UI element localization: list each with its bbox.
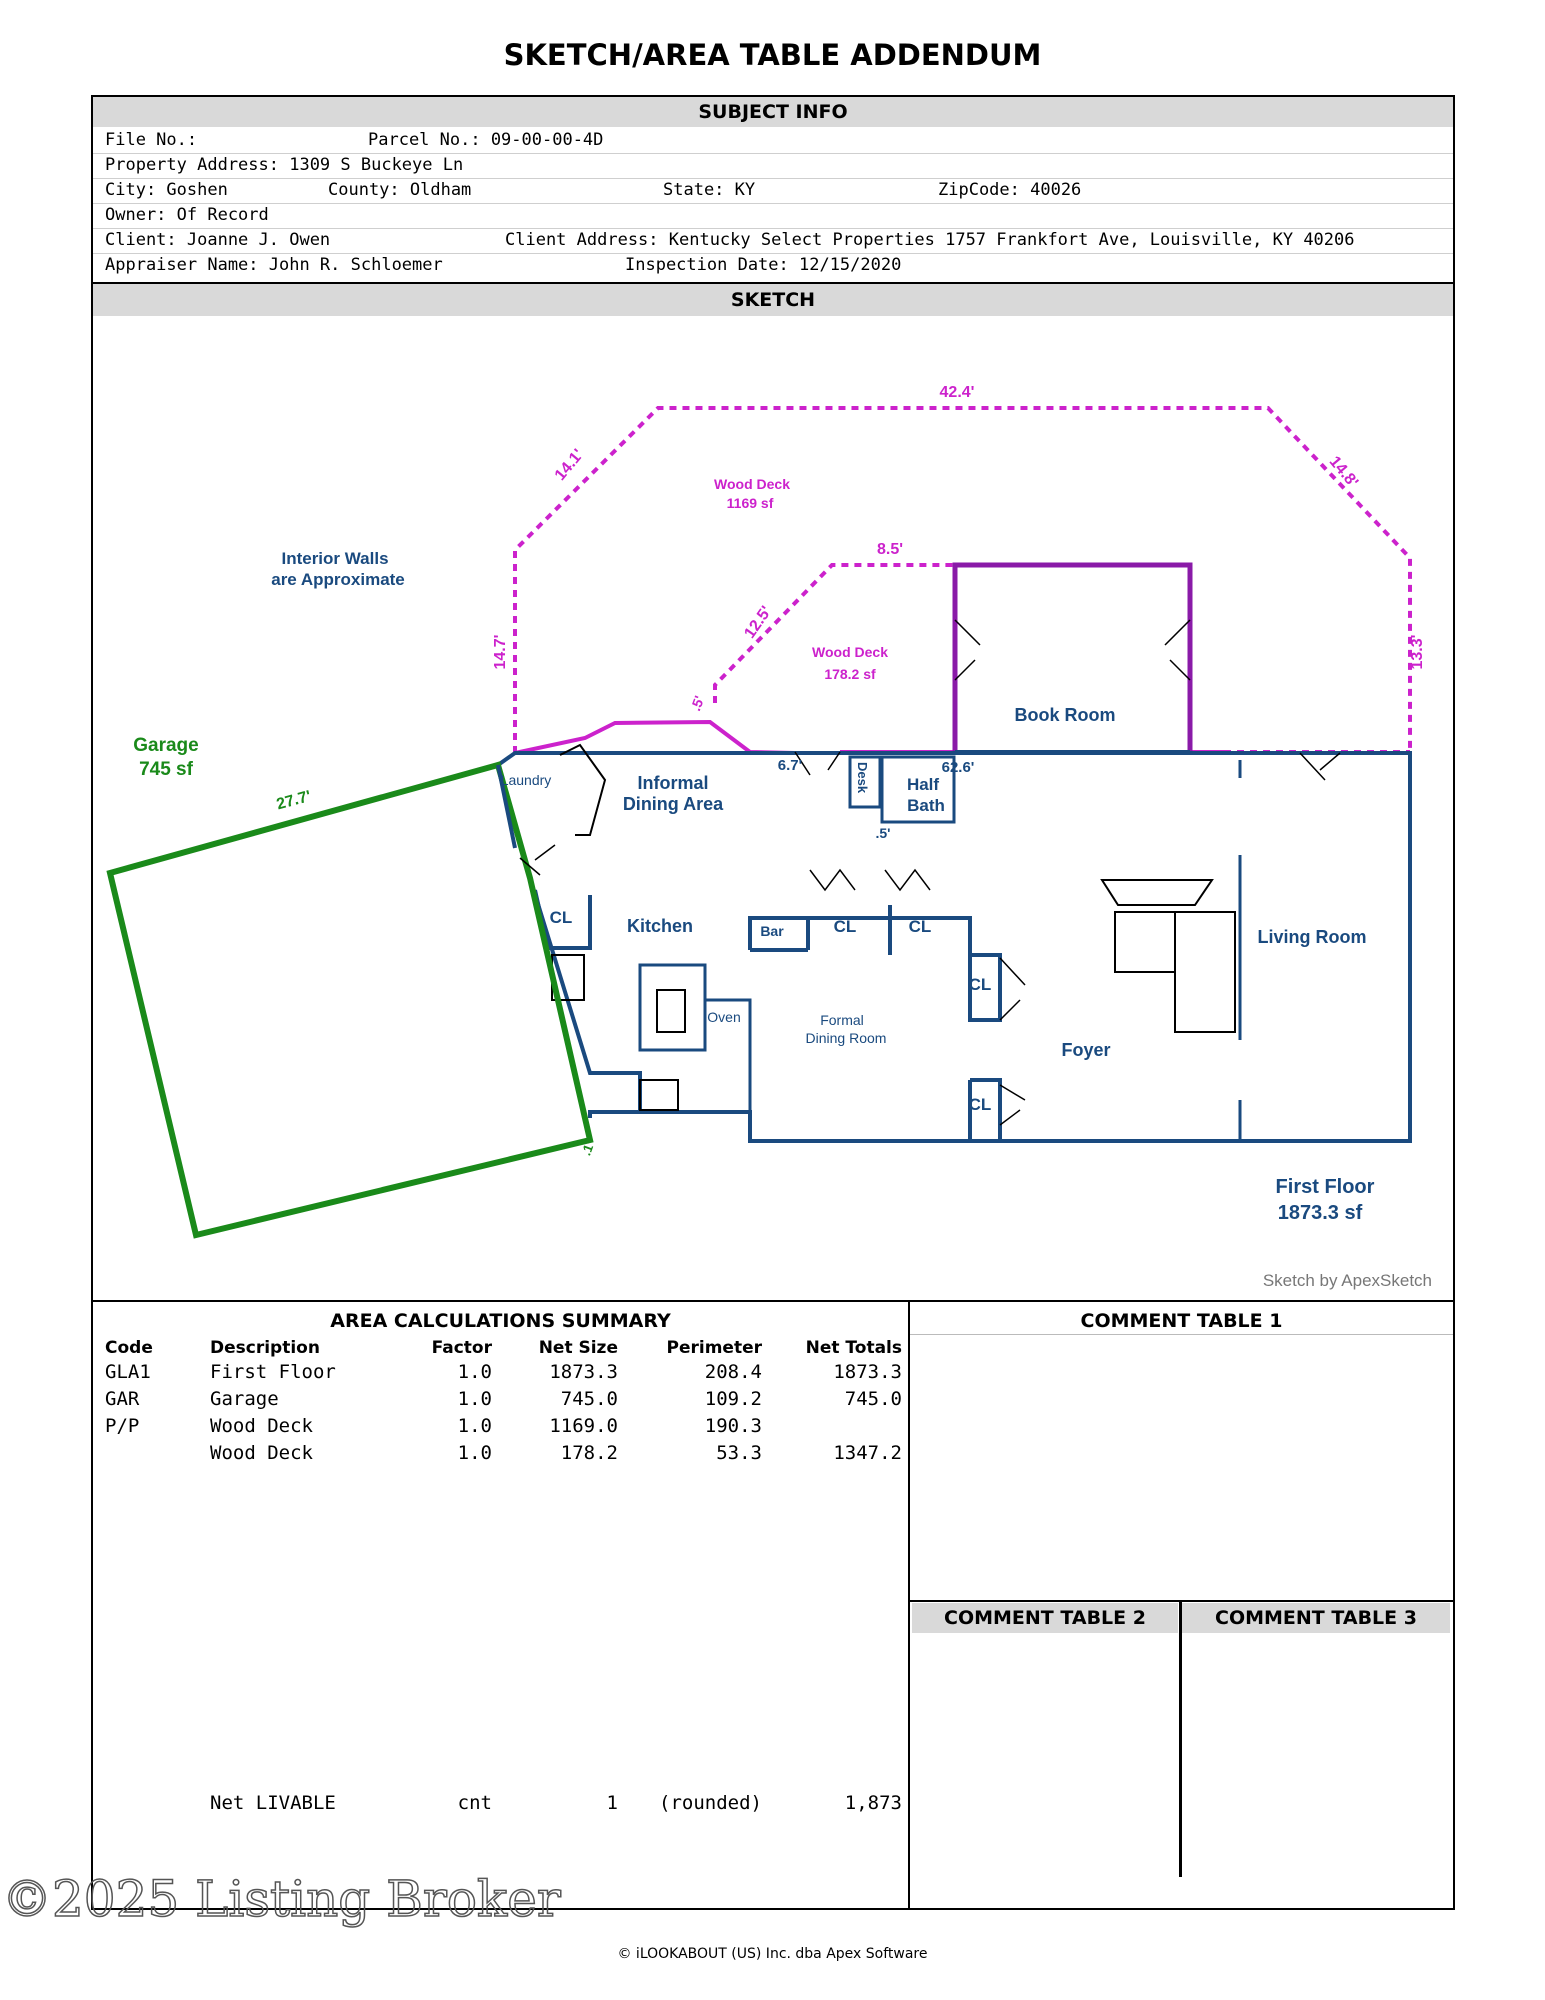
row-perim: 109.2 xyxy=(704,1388,762,1410)
garage-label: Garage xyxy=(133,735,199,756)
col-net-size: Net Size xyxy=(538,1338,618,1358)
col-perimeter: Perimeter xyxy=(666,1338,762,1358)
deck-outline-outer xyxy=(515,408,1410,753)
room-bar: Bar xyxy=(760,923,784,939)
door-swing-3 xyxy=(1300,753,1340,780)
row-total: 745.0 xyxy=(844,1388,902,1410)
room-laundry: Laundry xyxy=(500,772,552,788)
room-informal-2: Dining Area xyxy=(622,794,724,814)
comment-divider xyxy=(908,1300,910,1910)
dim-67: 6.7' xyxy=(777,757,803,774)
row-perim: 190.3 xyxy=(704,1415,762,1437)
row-net: 178.2 xyxy=(560,1442,618,1464)
room-half-1: Half xyxy=(906,775,940,794)
info-row-address xyxy=(93,153,1453,179)
garage-dimension: 27.7' xyxy=(274,787,313,814)
client: Client: Joanne J. Owen xyxy=(105,230,331,250)
dim-right-diag: 14.8' xyxy=(1325,453,1362,491)
dim-top: 42.4' xyxy=(939,384,975,401)
interior-walls-note-1: Interior Walls xyxy=(281,549,389,568)
room-kitchen: Kitchen xyxy=(626,916,694,936)
room-cl-4: CL xyxy=(968,1095,992,1114)
row-perim: 53.3 xyxy=(716,1442,762,1464)
door-swing-4 xyxy=(1000,958,1025,1020)
room-cl-2: CL xyxy=(908,917,932,936)
room-cl-3: CL xyxy=(968,975,992,994)
net-livable-perim: (rounded) xyxy=(659,1792,762,1814)
room-living: Living Room xyxy=(1257,927,1367,947)
comment-table-3-header xyxy=(1182,1603,1450,1633)
col-net-totals: Net Totals xyxy=(805,1338,902,1358)
garage-dimension-2: .1' xyxy=(578,1139,598,1158)
zipcode: ZipCode: 40026 xyxy=(938,180,1082,200)
room-formal-2: Dining Room xyxy=(805,1030,887,1046)
row-total: 1873.3 xyxy=(833,1361,902,1383)
comment-table-1-title: COMMENT TABLE 1 xyxy=(1080,1310,1283,1332)
col-code: Code xyxy=(105,1338,153,1358)
row-total: 1347.2 xyxy=(833,1442,902,1464)
comment-2-3-divider xyxy=(1179,1602,1182,1877)
floor-name: First Floor xyxy=(1275,1176,1375,1198)
row-desc: First Floor xyxy=(210,1361,336,1383)
cooktop xyxy=(657,990,685,1032)
net-livable-desc: Net LIVABLE xyxy=(210,1792,336,1814)
row-code: GLA1 xyxy=(105,1361,151,1383)
info-row-client xyxy=(93,228,1453,254)
sketch-title: SKETCH xyxy=(730,289,816,311)
room-cl-1: CL xyxy=(833,917,857,936)
row-net: 1169.0 xyxy=(549,1415,618,1437)
room-half-2: Bath xyxy=(907,796,945,815)
interior-walls-note-2: are Approximate xyxy=(271,570,405,589)
dim-left-diag: 14.1' xyxy=(551,446,588,484)
info-row-appraiser xyxy=(93,253,1453,278)
row-desc: Wood Deck xyxy=(210,1442,313,1464)
comment-table-1-rule xyxy=(910,1334,1453,1335)
deck1-area-label: 1169 sf xyxy=(726,495,774,511)
room-informal-1: Informal xyxy=(637,773,709,793)
row-factor: 1.0 xyxy=(457,1442,492,1464)
client-address: Client Address: Kentucky Select Properties 1757 Frankfort Ave, Louisville, KY 40206 xyxy=(505,230,1355,250)
col-factor: Factor xyxy=(431,1338,492,1358)
area-summary-title: AREA CALCULATIONS SUMMARY xyxy=(330,1310,671,1332)
comment-table-3-title: COMMENT TABLE 3 xyxy=(1215,1607,1417,1629)
row-desc: Wood Deck xyxy=(210,1415,313,1437)
deck2-area-label: 178.2 sf xyxy=(824,666,876,682)
state: State: KY xyxy=(663,180,756,200)
row-factor: 1.0 xyxy=(457,1388,492,1410)
room-cl-kitchen: CL xyxy=(549,908,573,927)
net-livable-factor: cnt xyxy=(457,1792,492,1814)
stairs-main xyxy=(1115,912,1175,972)
door-swing-6 xyxy=(810,870,930,890)
door-swing-1 xyxy=(955,620,980,680)
laundry-stairs xyxy=(560,745,605,835)
net-livable-net: 1 xyxy=(606,1792,618,1814)
file-no: File No.: xyxy=(105,130,198,150)
appraiser: Appraiser Name: John R. Schloemer xyxy=(105,255,443,275)
row-code: GAR xyxy=(105,1388,140,1410)
parcel-no: Parcel No.: 09-00-00-4D xyxy=(368,130,604,150)
dim-inner-diag: 12.5' xyxy=(741,603,776,642)
deck1-label: Wood Deck xyxy=(714,476,790,492)
room-oven: Oven xyxy=(707,1009,741,1025)
sink xyxy=(640,1080,678,1110)
dim-left: 14.7' xyxy=(492,634,509,670)
garage-area-label: 745 sf xyxy=(139,759,193,780)
stairs-run xyxy=(1175,912,1235,1032)
room-desk: Desk xyxy=(855,762,870,794)
room-foyer: Foyer xyxy=(1061,1040,1111,1060)
stairs-top xyxy=(1102,880,1212,905)
row-code: P/P xyxy=(105,1415,140,1437)
door-swing-5 xyxy=(1000,1085,1025,1125)
info-row-city xyxy=(93,178,1453,204)
dim-626: 62.6' xyxy=(941,759,975,776)
footer-copyright: © iLOOKABOUT (US) Inc. dba Apex Software xyxy=(617,1946,928,1962)
info-row-owner xyxy=(93,203,1453,229)
row-desc: Garage xyxy=(210,1388,279,1410)
property-address: Property Address: 1309 S Buckeye Ln xyxy=(105,155,464,175)
row-net: 1873.3 xyxy=(549,1361,618,1383)
floor-plan-sketch xyxy=(93,319,1453,1304)
sketch-header xyxy=(93,284,1453,316)
col-description: Description xyxy=(210,1338,320,1358)
bottom-section-rule xyxy=(93,1300,1453,1302)
net-livable-total: 1,873 xyxy=(844,1792,902,1814)
row-perim: 208.4 xyxy=(704,1361,762,1383)
bar-closets xyxy=(750,918,1000,1020)
info-row-file xyxy=(93,128,1453,154)
kitchen-island xyxy=(640,965,705,1050)
row-factor: 1.0 xyxy=(457,1361,492,1383)
listing-watermark: ©2025 Listing Broker xyxy=(2,1870,561,1928)
city: City: Goshen xyxy=(105,180,228,200)
row-factor: 1.0 xyxy=(457,1415,492,1437)
door-swing-2 xyxy=(1165,620,1190,680)
deck-outline-solid xyxy=(515,722,795,753)
page-title: SKETCH/AREA TABLE ADDENDUM xyxy=(503,38,1042,72)
dim-05: .5' xyxy=(875,825,891,841)
subject-info-header xyxy=(93,97,1453,127)
garage-outline xyxy=(110,765,590,1235)
dim-small: .5' xyxy=(687,693,708,714)
inspection-date: Inspection Date: 12/15/2020 xyxy=(625,255,902,275)
room-formal-1: Formal xyxy=(820,1012,864,1028)
room-book: Book Room xyxy=(1014,705,1116,725)
subject-info-title: SUBJECT INFO xyxy=(698,101,848,123)
owner: Owner: Of Record xyxy=(105,205,269,225)
dim-inner-top: 8.5' xyxy=(876,541,904,558)
comment-table-2-header xyxy=(912,1603,1178,1633)
row-net: 745.0 xyxy=(560,1388,618,1410)
deck2-label: Wood Deck xyxy=(812,644,888,660)
dim-right: 13.3' xyxy=(1409,634,1426,670)
county: County: Oldham xyxy=(328,180,472,200)
sketch-credit: Sketch by ApexSketch xyxy=(1262,1271,1432,1290)
comment-table-2-title: COMMENT TABLE 2 xyxy=(944,1607,1146,1629)
floor-area: 1873.3 sf xyxy=(1277,1202,1363,1224)
